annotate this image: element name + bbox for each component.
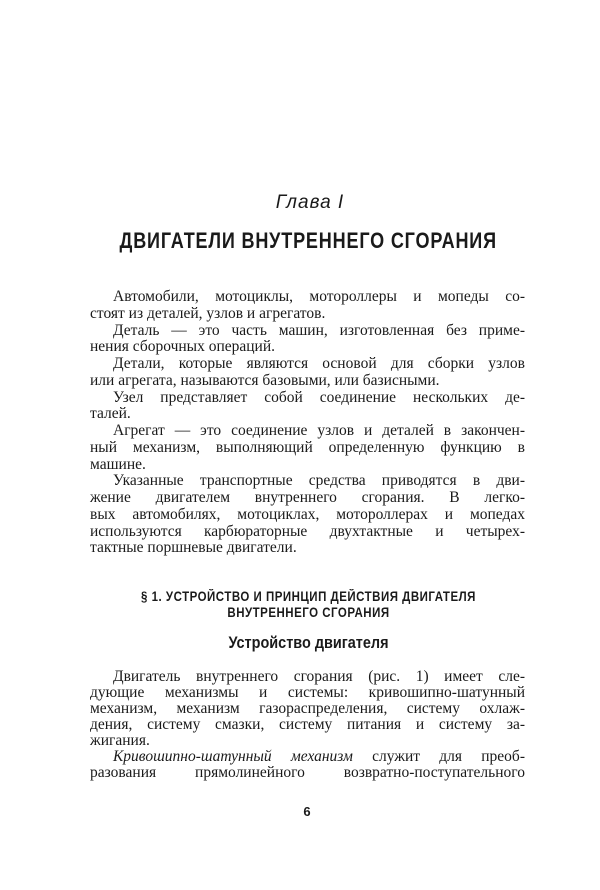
text-line: Детали, которые являются основой для сборки узлов [113,355,525,372]
section-title-line-2: ВНУТРЕННЕГО СГОРАНИЯ [227,605,390,620]
text-line: Двигатель внутреннего сгорания (рис. 1) имеет сле- [113,668,525,685]
text-line: дения, систему смазки, систему питания и систему за- [90,716,525,733]
text-line: Указанные транспортные средства приводятся в дви- [113,472,525,490]
chapter-label: Глава I [275,192,345,213]
page-number: 6 [303,804,311,819]
text-line: разования прямолинейного возвратно-поступательного [90,764,525,781]
text-line: Автомобили, мотоциклы, мотороллеры и мопеды со- [113,288,525,305]
text-line: ный механизм, выполняющий определенную функцию в [90,438,525,456]
text-line: Кривошипно-шатунный механизм служит для преоб- [113,748,525,765]
section-title-line-1: § 1. УСТРОЙСТВО И ПРИНЦИП ДЕЙСТВИЯ ДВИГАТЕЛЯ [141,589,476,604]
text-line: жигания. [90,732,150,749]
text-line: вых автомобилях, мотоциклах, мотороллерах и мопедах [90,505,525,523]
text-line: механизм, механизм газораспределения, систему охлаж- [90,700,525,717]
subsection-title: Устройство двигателя [228,633,389,652]
text-line: машине. [90,455,146,473]
text-line: дующие механизмы и системы: кривошипно-шатунный [90,684,525,701]
text-line: стоят из деталей, узлов и агрегатов. [90,304,326,322]
text-line: используются карбюраторные двухтактные и четырех- [90,522,525,540]
text-line: талей. [90,405,131,423]
text-line: или агрегата, называются базовыми, или базисными. [90,371,440,389]
text-line: Деталь — это часть машин, изготовленная без приме- [113,321,525,339]
text-line: жение двигателем внутреннего сгорания. В легко- [90,489,525,506]
text-line: Агрегат — это соединение узлов и деталей в закончен- [113,422,525,439]
text-line: Узел представляет собой соединение нескольких де- [113,388,525,406]
chapter-title: ДВИГАТЕЛИ ВНУТРЕННЕГО СГОРАНИЯ [119,228,497,253]
text-line: тактные поршневые двигатели. [90,539,297,557]
text-line: нения сборочных операций. [90,338,276,356]
italic-term: Кривошипно-шатунный механизм [113,748,353,765]
